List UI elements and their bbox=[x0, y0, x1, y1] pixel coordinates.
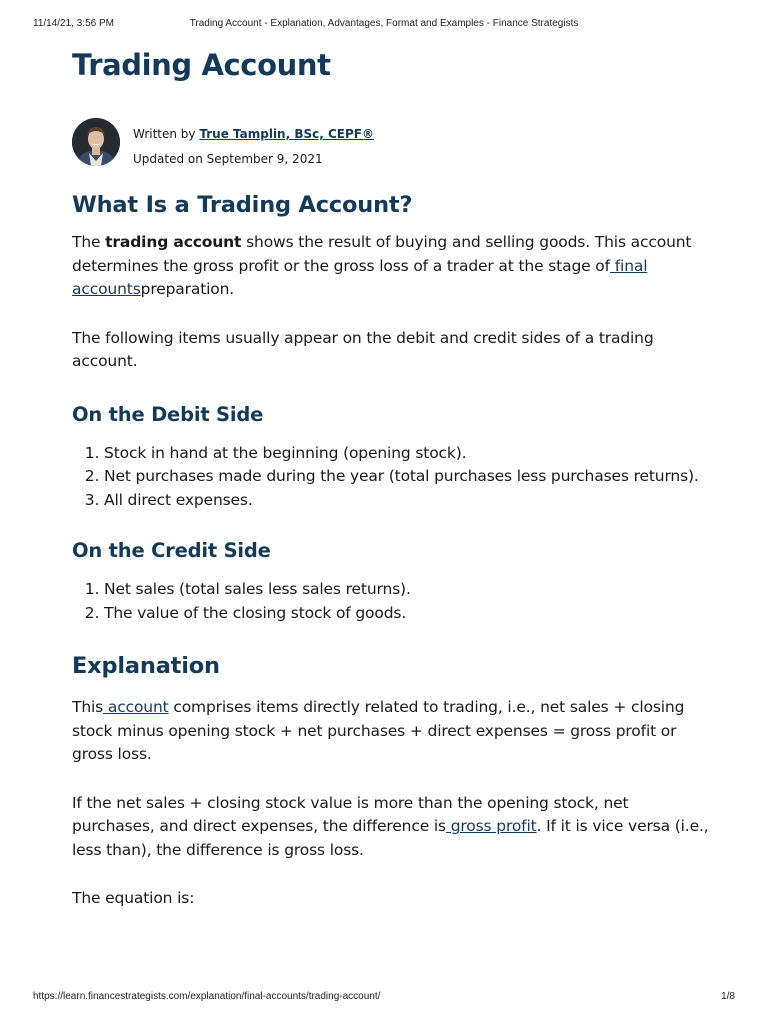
author-byline bbox=[72, 118, 712, 168]
list-item: 2. The value of the closing stock of goods. bbox=[104, 602, 712, 626]
list-item: 2. Net purchases made during the year (total purchases less purchases returns). bbox=[104, 465, 712, 489]
intro-text-end: preparation. bbox=[140, 280, 235, 298]
account-link[interactable]: account bbox=[103, 698, 169, 716]
explanation-heading: Explanation bbox=[72, 653, 220, 679]
print-header bbox=[33, 18, 735, 32]
list-item: 3. All direct expenses. bbox=[104, 489, 712, 513]
trading-account-bold: trading account bbox=[105, 233, 242, 251]
explanation-paragraph-1 bbox=[72, 696, 712, 767]
credit-side-heading: On the Credit Side bbox=[72, 539, 271, 562]
author-avatar bbox=[72, 118, 120, 166]
page-title: Trading Account bbox=[72, 48, 331, 82]
print-footer bbox=[33, 991, 735, 1005]
final-accounts-link[interactable]: final accounts bbox=[72, 256, 648, 298]
explanation-2-text-end: . If it is vice versa (i.e., less than), the difference is gross loss. bbox=[72, 817, 709, 859]
list-item: 1. Stock in hand at the beginning (opening stock). bbox=[104, 442, 712, 466]
written-by-label: Written by bbox=[133, 127, 196, 141]
updated-date: Updated on September 9, 2021 bbox=[133, 152, 323, 166]
list-item: 1. Net sales (total sales less sales returns). bbox=[104, 578, 712, 602]
print-url: https://learn.financestrategists.com/explanation/final-accounts/trading-account/ bbox=[33, 991, 381, 1002]
explanation-paragraph-2 bbox=[72, 792, 712, 863]
explanation-2-text-start: If the net sales + closing stock value is more than the opening stock, net purchases, and direct expenses, the difference is bbox=[72, 793, 629, 835]
gross-profit-link[interactable]: gross profit bbox=[445, 817, 537, 835]
items-intro-paragraph: The following items usually appear on the debit and credit sides of a trading account. bbox=[72, 328, 654, 370]
author-photo-icon bbox=[72, 118, 120, 166]
explanation-text-end: comprises items directly related to trading, i.e., net sales + closing stock minus opening stock + net purchases + direct expenses = gross profit or gross loss. bbox=[72, 698, 685, 763]
intro-text-middle: shows the result of buying and selling goods. This account determines the gross profit or the gross loss of a trader at the stage of bbox=[72, 233, 692, 275]
equation-intro: The equation is: bbox=[72, 889, 195, 907]
author-meta bbox=[133, 122, 374, 172]
intro-text-start: The bbox=[72, 233, 106, 251]
print-date: 11/14/21, 3:56 PM bbox=[33, 18, 114, 29]
credit-side-list bbox=[72, 578, 712, 625]
article bbox=[72, 42, 712, 911]
debit-side-list bbox=[72, 442, 712, 513]
intro-paragraph bbox=[72, 231, 712, 302]
print-document-title: Trading Account - Explanation, Advantages, Format and Examples - Finance Strategists bbox=[189, 18, 579, 29]
author-name-link[interactable]: True Tamplin, BSc, CEPF® bbox=[199, 127, 374, 141]
explanation-text-start: This bbox=[72, 698, 104, 716]
page-number: 1/8 bbox=[721, 991, 735, 1002]
debit-side-heading: On the Debit Side bbox=[72, 402, 264, 426]
author-line bbox=[133, 122, 374, 147]
section-heading-what-is: What Is a Trading Account? bbox=[72, 192, 413, 218]
